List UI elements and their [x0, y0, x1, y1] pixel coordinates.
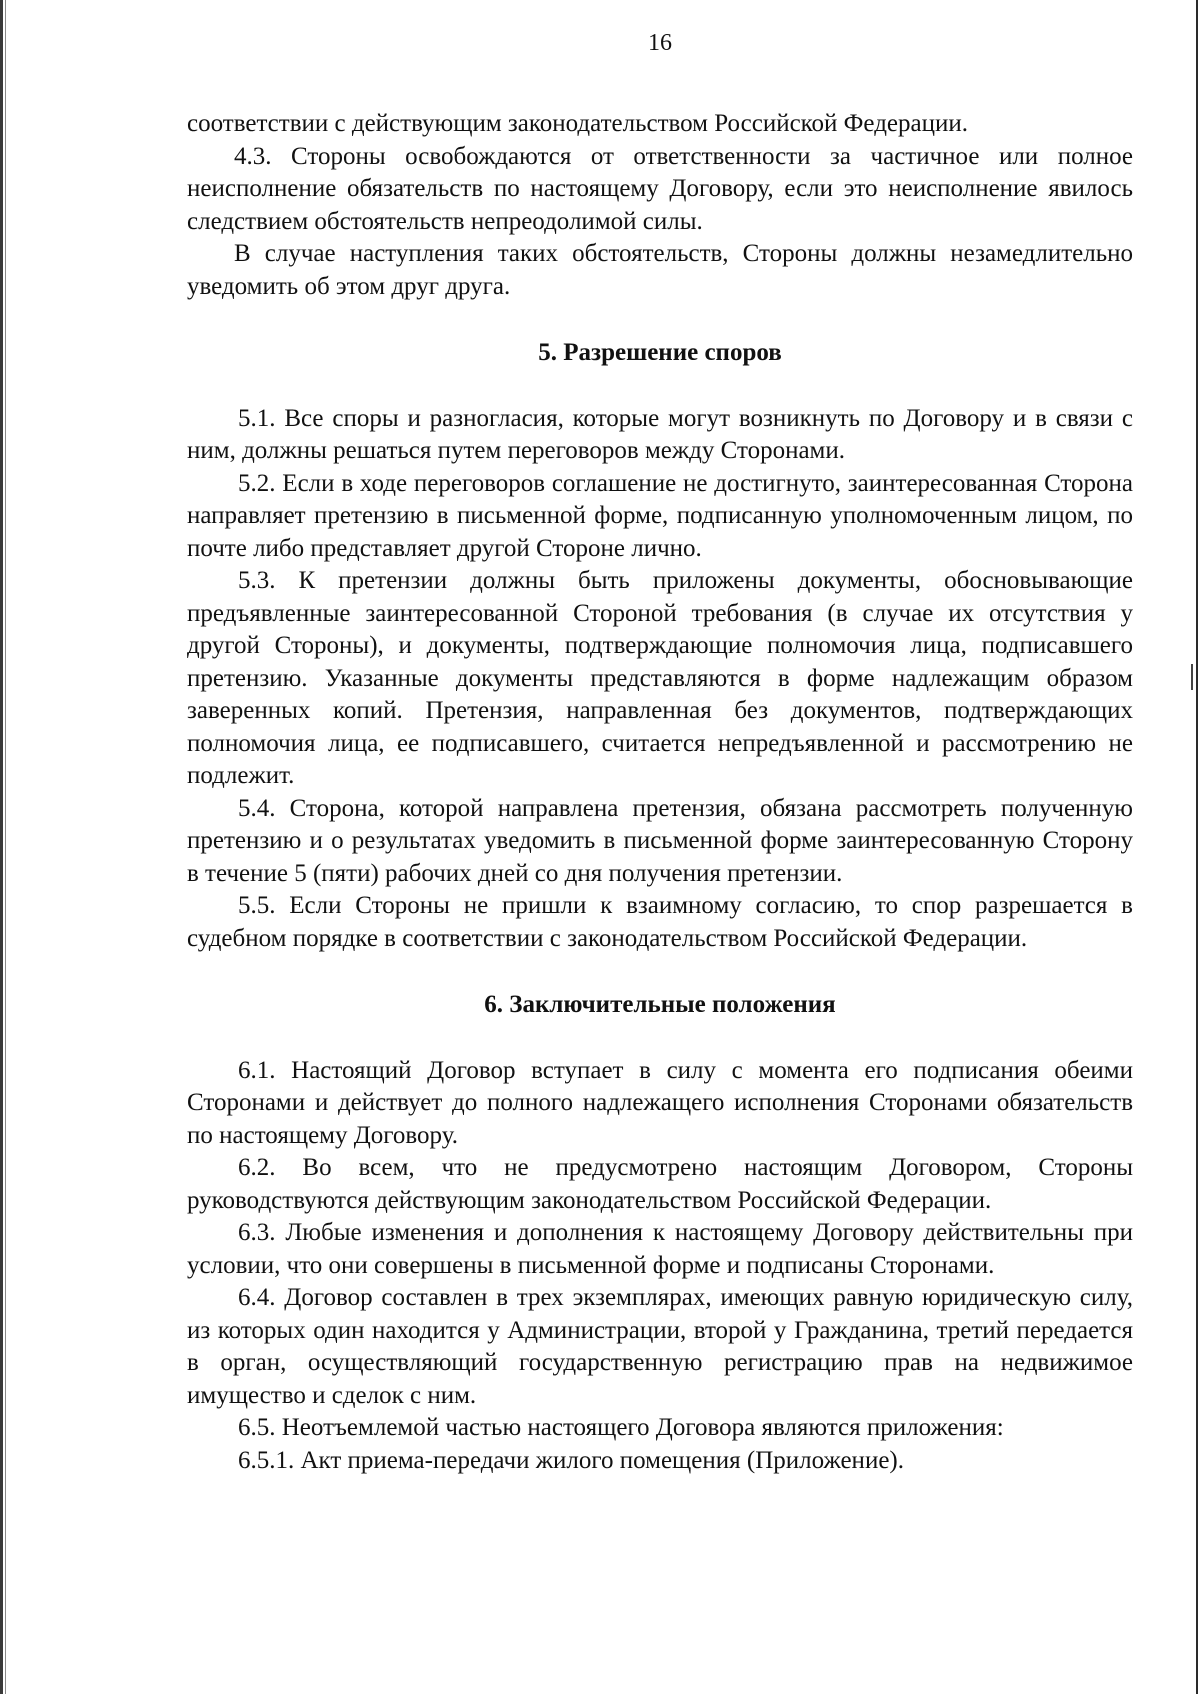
- document-body: [187, 108, 1133, 1477]
- section-6-heading: 6. Заключительные положения: [484, 991, 836, 1018]
- paragraph-5-1: 5.1. Все споры и разногласия, которые могут возникнуть по Договору и в связи с ним, должны решаться путем переговоров между Сторонами.: [187, 404, 1133, 464]
- paragraph-6-5-1: 6.5.1. Акт приема-передачи жилого помещения (Приложение).: [238, 1446, 904, 1474]
- paragraph-force-majeure-notice: В случае наступления таких обстоятельств, Стороны должны незамедлительно уведомить об этом друг друга.: [187, 240, 1133, 300]
- scan-edge-left: [0, 0, 3, 1694]
- paragraph-6-4: 6.4. Договор составлен в трех экземплярах, имеющих равную юридическую силу, из которых один находится у Администрации, второй у Гражданина, третий передается в орган, осуществляющий государственную регистрацию прав на недвижимое имущество и сделок с ним.: [187, 1284, 1133, 1409]
- section-5-heading: 5. Разрешение споров: [538, 339, 782, 366]
- paragraph-6-1: 6.1. Настоящий Договор вступает в силу с момента его подписания обеими Сторонами и действует до полного надлежащего исполнения Сторонами обязательств по настоящему Договору.: [187, 1056, 1133, 1149]
- paragraph-5-5: 5.5. Если Стороны не пришли к взаимному согласию, то спор разрешается в судебном порядке в соответствии с законодательством Российской Федерации.: [187, 892, 1133, 952]
- paragraph-4-3: 4.3. Стороны освобождаются от ответственности за частичное или полное неисполнение обязательств по настоящему Договору, если это неисполнение явилось следствием обстоятельств непреодолимой силы.: [187, 142, 1133, 235]
- paragraph-6-5: 6.5. Неотъемлемой частью настоящего Договора являются приложения:: [238, 1414, 1004, 1441]
- paragraph-5-3: 5.3. К претензии должны быть приложены документы, обосновывающие предъявленные заинтересованной Стороной требования (в случае их отсутствия у другой Стороны), и документы, подтверждающие полномочия лица, подписавшего претензию. Указанные документы представляются в форме надлежащим образом заверенных копий. Претензия, направленная без документов, подтверждающих полномочия лица, ее подписавшего, считается непредъявленной и рассмотрению не подлежит.: [187, 567, 1133, 789]
- scan-edge-left-inner: [5, 0, 6, 1694]
- paragraph-5-4: 5.4. Сторона, которой направлена претензия, обязана рассмотреть полученную претензию и о результатах уведомить в письменной форме заинтересованную Сторону в течение 5 (пяти) рабочих дней со дня получения претензии.: [187, 794, 1133, 887]
- paragraph-6-3: 6.3. Любые изменения и дополнения к настоящему Договору действительны при условии, что они совершены в письменной форме и подписаны Сторонами.: [187, 1219, 1133, 1279]
- scan-edge-right: [1196, 0, 1198, 1694]
- paragraph-5-2: 5.2. Если в ходе переговоров соглашение не достигнуто, заинтересованная Сторона направляет претензию в письменной форме, подписанную уполномоченным лицом, по почте либо представляет другой Стороне лично.: [187, 469, 1133, 562]
- paragraph-continuation: соответствии с действующим законодательством Российской Федерации.: [187, 110, 968, 137]
- page-number: 16: [648, 30, 672, 56]
- scan-mark: [1191, 664, 1193, 690]
- paragraph-6-2: 6.2. Во всем, что не предусмотрено настоящим Договором, Стороны руководствуются действующим законодательством Российской Федерации.: [187, 1154, 1133, 1214]
